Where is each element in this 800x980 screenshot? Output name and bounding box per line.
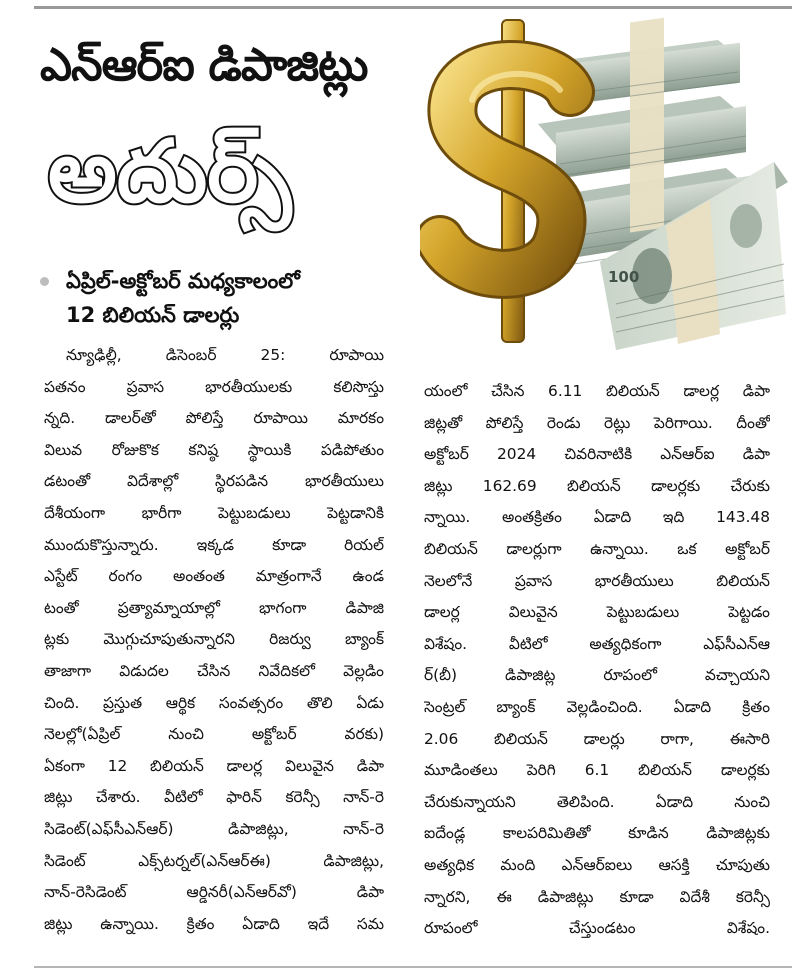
money-illustration	[420, 14, 790, 354]
bottom-rule	[34, 966, 792, 968]
highlight-text: ఏప్రిల్‌-అక్టోబర్‌ మధ్యకాలంలో	[66, 269, 300, 293]
body-text-line: చేరుకున్నాయని తెలిపింది. ఏడాది నుంచి	[424, 792, 770, 811]
body-text-line: ఐదేండ్ల కాలపరిమితితో కూడిన డిపాజిట్లకు	[424, 824, 770, 843]
body-text-line: సిడెంట్‌(ఎఫ్‌సీఎన్‌ఆర్‌) డిపాజిట్లు, నాన్‌-రె	[44, 819, 384, 838]
body-text-line: తాజాగా విడుదల చేసిన నివేదికలో వెల్లడిం	[44, 661, 384, 680]
body-text-line: న్నాయి. అంతక్రితం ఏడాది ఇది 143.48	[424, 508, 770, 527]
body-text-line: న్నారని, ఈ డిపాజిట్లు కూడా విదేశీ కరెన్సీ	[424, 887, 770, 906]
body-text-line: అత్యధిక మంది ఎన్‌ఆర్‌ఐలు ఆసక్తి చూపుతు	[424, 855, 770, 874]
highlight-item	[38, 264, 408, 298]
headline-line1: ఎన్‌ఆర్‌ఐ డిపాజిట్లు	[40, 38, 368, 91]
body-text-line: పతనం ప్రవాస భారతీయులకు కలిసొస్తు	[44, 377, 384, 396]
body-text-line: జిట్లు ఉన్నాయి. క్రితం ఏడాది ఇదే సమ	[44, 914, 384, 933]
body-column-1	[44, 340, 384, 940]
body-text-line: సెంట్రల్‌ బ్యాంక్‌ వెల్లడించింది. ఏడాది క్రితం	[424, 697, 770, 716]
top-rule	[34, 6, 792, 9]
body-text-line: టంతో ప్రత్యామ్నాయాల్లో భాగంగా డిపాజి	[44, 598, 384, 617]
body-text-line: చింది. ప్రస్తుత ఆర్థిక సంవత్సరం తొలి ఏడు	[44, 693, 384, 712]
body-text-line: రూపంలో చేస్తుండటం విశేషం.	[424, 919, 770, 938]
body-column-2	[424, 376, 770, 945]
body-text-line: ఎస్టేట్‌ రంగం అంతంత మాత్రంగానే ఉండ	[44, 567, 384, 586]
gold-dollar-sign	[420, 14, 570, 342]
body-text-line: మూడింతలు పెరిగి 6.1 బిలియన్‌ డాలర్లకు	[424, 761, 770, 780]
body-text-line: డటంతో విదేశాల్లో స్థిరపడిన భారతీయులు	[44, 472, 384, 491]
body-text-line: యంలో చేసిన 6.11 బిలియన్‌ డాలర్ల డిపా	[424, 382, 770, 400]
highlight-item	[38, 298, 408, 332]
bullet-icon	[40, 277, 49, 286]
body-text-line: నెలలోనే ప్రవాస భారతీయులు బిలియన్‌	[424, 571, 770, 590]
body-text-line: నాన్‌-రెసిడెంట్‌ ఆర్డినరీ(ఎన్‌ఆర్‌వో) డిపా	[44, 883, 384, 902]
body-text-line: ర్‌(బీ) డిపాజిట్ల రూపంలో వచ్చాయని	[424, 666, 770, 685]
body-text-line: జిట్లతో పోలిస్తే రెండు రెట్లు పెరిగాయి. దీంతో	[424, 413, 770, 432]
body-text-line: న్నది. డాలర్‌తో పోలిస్తే రూపాయి మారకం	[44, 409, 384, 428]
headline-line2: అదుర్స్‌	[48, 122, 292, 222]
body-text-line: 2.06 బిలియన్‌ డాలర్లు రాగా, ఈసారి	[424, 729, 770, 748]
body-text-line: జిట్లు 162.69 బిలియన్‌ డాలర్లకు చేరుకు	[424, 476, 770, 495]
body-text-line: విశేషం. వీటిలో అత్యధికంగా ఎఫ్‌సీఎన్‌ఆ	[424, 634, 770, 653]
body-text-line: దేశీయంగా భారీగా పెట్టుబడులు పెట్టడానికి	[44, 503, 384, 522]
body-text-line: ఏకంగా 12 బిలియన్‌ డాలర్ల విలువైన డిపా	[44, 756, 384, 775]
body-text-line: ట్లకు మొగ్గుచూపుతున్నారని రిజర్వు బ్యాంక్‌	[44, 630, 384, 649]
body-text-line: బిలియన్‌ డాలర్లుగా ఉన్నాయి. ఒక అక్టోబర్‌	[424, 539, 770, 558]
body-text-line: జిట్లు చేశారు. వీటిలో ఫారిన్‌ కరెన్సీ నాన్‌-రె	[44, 788, 384, 807]
body-text-line: సిడెంట్‌ ఎక్స్‌టర్నల్‌(ఎన్‌ఆర్‌ఈ) డిపాజిట్లు,	[44, 851, 384, 870]
highlights	[38, 264, 408, 332]
body-text-line: డాలర్ల విలువైన పెట్టుబడులు పెట్టడం	[424, 603, 770, 622]
body-text-line: న్యూఢిల్లీ, డిసెంబర్‌ 25: రూపాయి	[66, 346, 384, 364]
banknote-value: 100	[608, 268, 640, 286]
body-text-line: నెలల్లో(ఏప్రిల్‌ నుంచి అక్టోబర్‌ వరకు)	[44, 725, 384, 744]
body-text-line: ముందుకొస్తున్నారు. ఇక్కడ కూడా రియల్‌	[44, 535, 384, 554]
body-text-line: అక్టోబర్‌ 2024 చివరినాటికి ఎన్‌ఆర్‌ఐ డిపా	[424, 445, 770, 464]
highlight-text: 12 బిలియన్‌ డాలర్లు	[66, 303, 240, 327]
body-text-line: విలువ రోజుకొక కనిష్ఠ స్థాయికి పడిపోతుం	[44, 440, 384, 459]
